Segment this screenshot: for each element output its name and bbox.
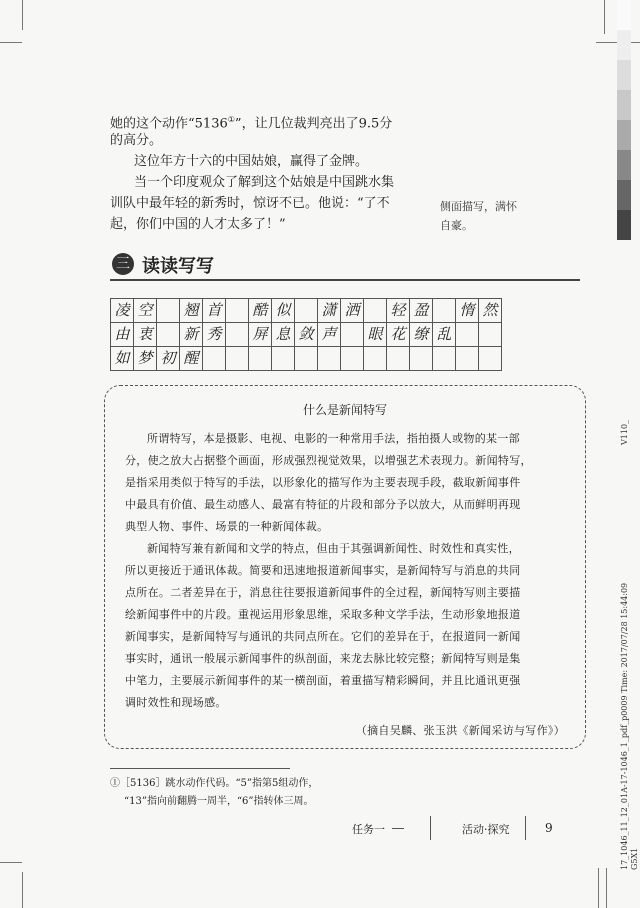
info-box-title: 什么是新闻特写 [302,403,387,417]
word-grid-cell: 洒 [341,299,364,323]
word-grid-cell: 首 [203,299,226,323]
crop-mark [22,0,23,30]
info-box [104,385,586,749]
word-grid-cell [226,347,249,371]
page-number: 9 [545,821,553,835]
word-grid-cell: 然 [479,299,502,323]
margin-code: G5X1 [630,847,639,870]
word-grid-cell: 乱 [433,323,456,347]
info-box-line: 点所在。二者差异在于，消息往往要报道新闻事件的全过程，新闻特写则主要描 [125,586,521,599]
body-paragraph-3-cont: 起，你们中国的人才太多了！” [110,217,286,232]
word-grid-cell: 声 [318,323,341,347]
side-note-line: 自豪。 [440,219,473,232]
section-title: 读读写写 [142,256,214,277]
body-paragraph-1: 她的这个动作“5136①”，让几位裁判亮出了9.5分 [110,115,393,132]
info-box-source: （摘自吴麟、张玉洪《新闻采访与写作》） [355,724,565,737]
body-paragraph-1-cont: 的高分。 [110,133,163,148]
word-grid-cell: 缭 [410,323,433,347]
info-box-line: 典型人物、事件、场景的一种新闻体裁。 [125,520,329,533]
body-paragraph-3: 当一个印度观众了解到这个姑娘是中国跳水集 [134,175,395,190]
info-box-line: 所以更接近于通讯体裁。简要和迅速地报道新闻事实，是新闻特写与消息的共同 [125,564,521,577]
word-grid-cell [249,347,272,371]
section-divider [110,279,580,281]
info-box-line: 新闻事实，是新闻特写与通讯的共同点所在。它们的差异在于，在报道同一新闻 [125,630,521,643]
word-grid-cell: 敛 [295,323,318,347]
word-grid-cell: 初 [157,347,180,371]
body-paragraph-3-cont: 训队中最年轻的新秀时，惊讶不已。他说：“了不 [110,196,390,211]
margin-version: V110_ [620,419,629,445]
section-number-icon: 三 [112,253,134,275]
info-box-line: 分，使之放大占据整个画面，形成强烈视觉效果，以增强艺术表现力。新闻特写， [125,454,532,467]
margin-fileinfo: 17_1046_11_12_01A-17-1046_1_pdf_p0009 Time: 2017/07/28 15:44:09 [620,582,629,870]
word-grid-cell: 惰 [456,299,479,323]
footer-left: 任务一 [352,823,385,836]
word-grid-cell: 衷 [134,323,157,347]
footer-right: 活动·探究 [462,823,510,836]
footnote [110,775,318,811]
word-grid-cell: 秀 [203,323,226,347]
word-grid-cell: 屏 [249,323,272,347]
info-box-line: 调时效性和现场感。 [125,696,227,709]
word-grid-cell: 轻 [387,299,410,323]
word-grid-row [111,299,502,323]
crop-mark [22,872,23,908]
word-grid-cell [387,347,410,371]
word-grid-cell [479,323,502,347]
footnote-divider [110,768,290,769]
info-box-line: 中最具有价值、最生动感人、最富有特征的片段和部分予以放大，从而鲜明再现 [125,498,521,511]
footer-separator [525,816,526,840]
footnote-line: ①［5136］跳水动作代码。“5”指第5组动作， [110,778,319,789]
word-grid-cell [433,347,456,371]
info-box-line: 中笔力，主要展示新闻事件的某一横剖面，着重描写精彩瞬间，并且比通讯更强 [125,674,521,687]
word-grid-cell [341,347,364,371]
word-grid-cell [203,347,226,371]
word-grid-cell [226,299,249,323]
footer-separator [430,816,431,840]
word-grid-cell [341,323,364,347]
word-grid-row [111,347,502,371]
word-grid-cell: 空 [134,299,157,323]
body-paragraph-2: 这位年方十六的中国姑娘，赢得了金牌。 [134,154,369,169]
word-grid-cell: 由 [111,323,134,347]
word-grid-cell [295,347,318,371]
word-grid-cell: 如 [111,347,134,371]
footnote-line: “13”指向前翻腾一周半，“6”指转体三周。 [124,796,314,807]
word-grid-cell [157,299,180,323]
word-grid-cell [318,347,341,371]
info-box-line: 新闻特写兼有新闻和文学的特点，但由于其强调新闻性、时效性和真实性， [147,542,520,555]
footer-rule [392,828,404,829]
word-grid-cell [479,347,502,371]
crop-mark [0,42,22,43]
crop-mark [604,0,605,34]
info-box-line: 是指采用类似于特写的手法，以形象化的描写作为主要表现手段，截取新闻事件 [125,476,521,489]
info-box-line: 所谓特写，本是摄影、电视、电影的一种常用手法，指拍摄人或物的某一部 [147,432,520,445]
info-box-line: 事实时，通讯一般展示新闻事件的纵剖面，来龙去脉比较完整；新闻特写则是集 [125,652,521,665]
word-grid-cell: 花 [387,323,410,347]
word-grid-cell: 凌 [111,299,134,323]
word-grid-cell: 似 [272,299,295,323]
word-grid-cell [226,323,249,347]
word-grid-cell [272,347,295,371]
word-grid-cell: 酷 [249,299,272,323]
word-grid [110,298,502,371]
word-grid-cell [157,323,180,347]
side-note [440,197,517,235]
word-grid-cell: 息 [272,323,295,347]
word-grid-cell: 梦 [134,347,157,371]
crop-mark [598,868,599,908]
word-grid-cell: 盈 [410,299,433,323]
word-grid-cell: 醒 [180,347,203,371]
side-note-line: 侧面描写，满怀 [440,200,517,213]
word-grid-cell [456,347,479,371]
word-grid-cell [410,347,433,371]
word-grid-cell: 翘 [180,299,203,323]
word-grid-cell: 潇 [318,299,341,323]
crop-mark [606,868,607,908]
word-grid-cell: 眼 [364,323,387,347]
word-grid-row [111,323,502,347]
word-grid-cell [456,323,479,347]
word-grid-cell [295,299,318,323]
word-grid-cell [364,347,387,371]
word-grid-cell [433,299,456,323]
word-grid-cell [364,299,387,323]
crop-mark [0,862,22,863]
info-box-line: 绘新闻事件中的片段。重视运用形象思维，采取多种文学手法，生动形象地报道 [125,608,521,621]
word-grid-cell: 新 [180,323,203,347]
